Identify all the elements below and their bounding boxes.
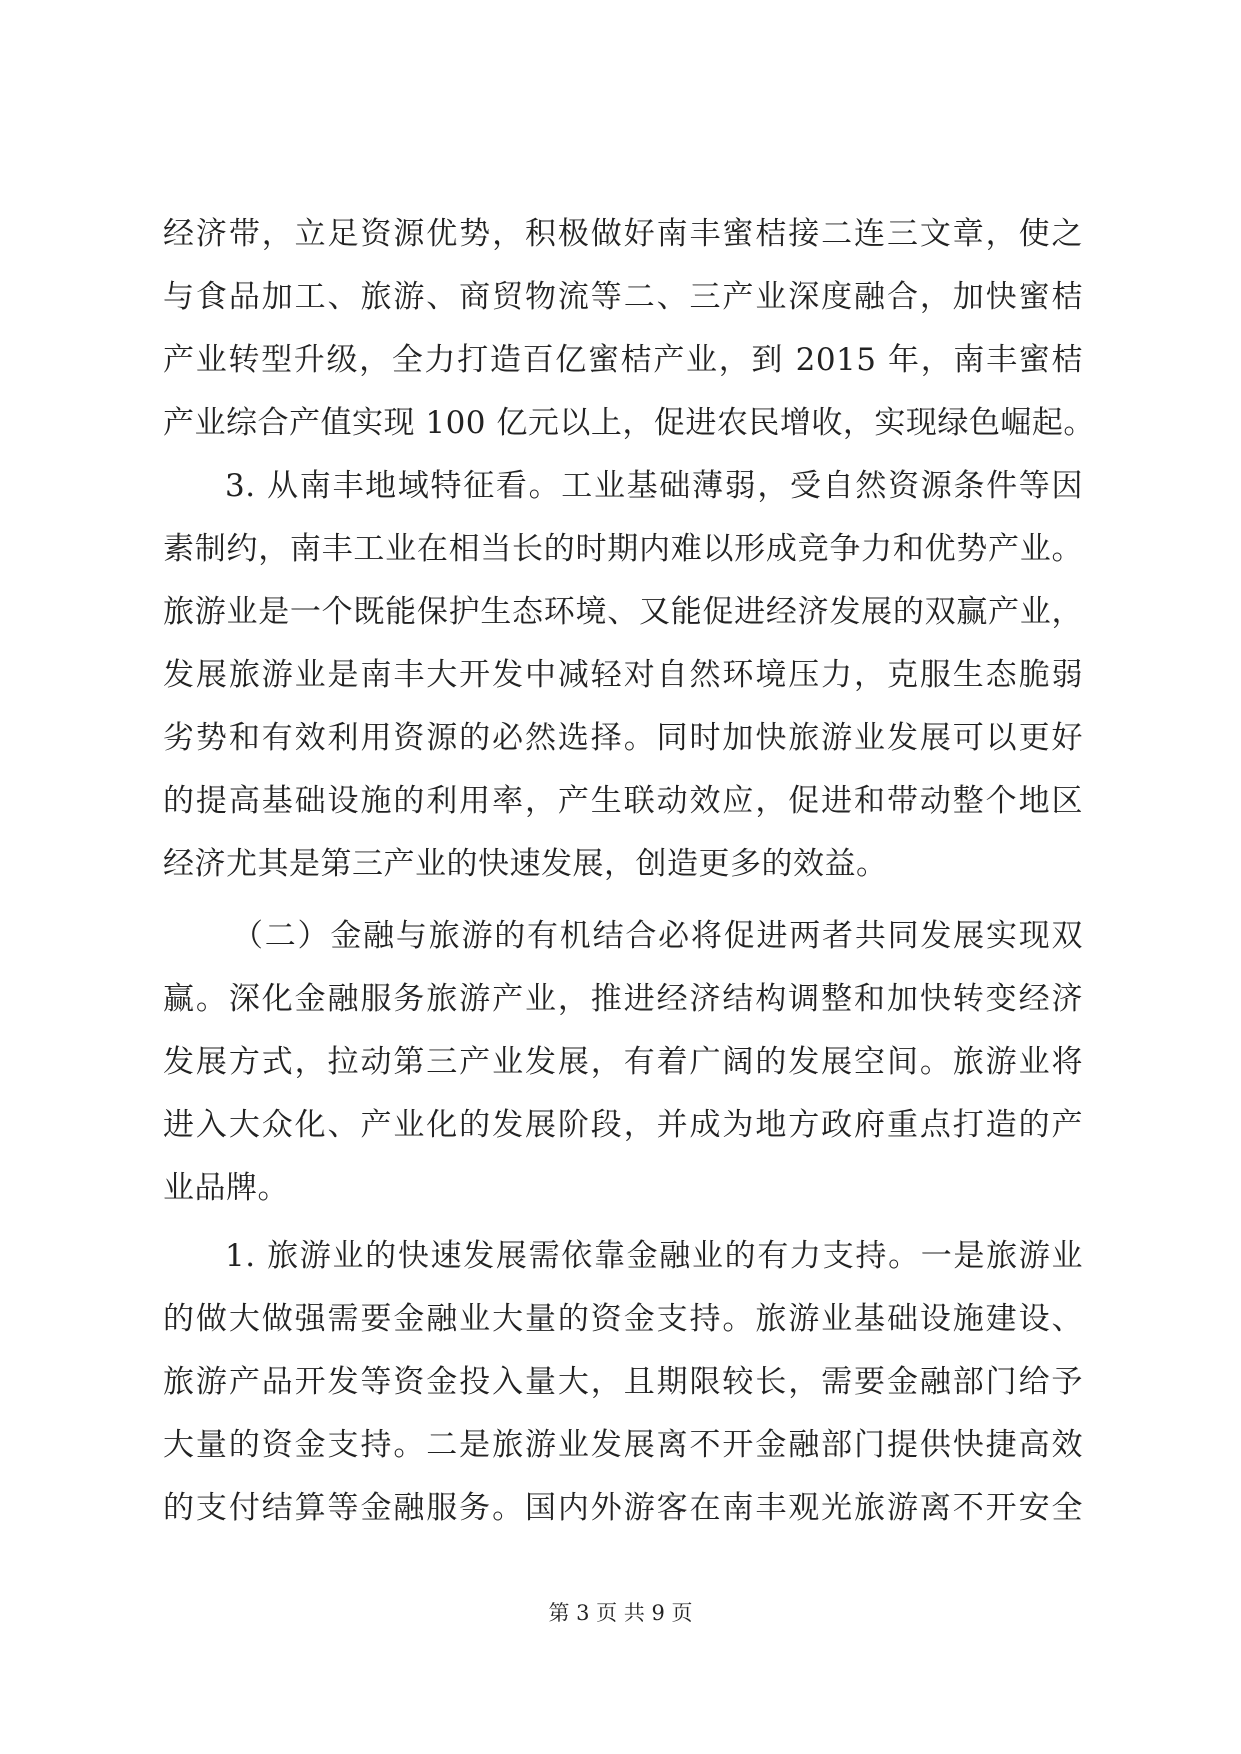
page-number-footer: 第 3 页 共 9 页 <box>548 1601 693 1625</box>
text-line: 1. 旅游业的快速发展需依靠金融业的有力支持。一是旅游业 <box>225 1238 1083 1274</box>
text-line: 劣势和有效利用资源的必然选择。同时加快旅游业发展可以更好 <box>163 720 1083 756</box>
text-line: 经济尤其是第三产业的快速发展，创造更多的效益。 <box>163 846 888 882</box>
text-line: 大量的资金支持。二是旅游业发展离不开金融部门提供快捷高效 <box>163 1427 1083 1463</box>
text-line: 旅游产品开发等资金投入量大，且期限较长，需要金融部门给予 <box>163 1364 1083 1400</box>
text-line: 业品牌。 <box>163 1170 289 1206</box>
text-line: 的支付结算等金融服务。国内外游客在南丰观光旅游离不开安全 <box>163 1490 1083 1526</box>
text-line: 的做大做强需要金融业大量的资金支持。旅游业基础设施建设、 <box>163 1301 1083 1337</box>
text-line: 3. 从南丰地域特征看。工业基础薄弱，受自然资源条件等因 <box>225 468 1083 504</box>
text-line: 赢。深化金融服务旅游产业，推进经济结构调整和加快转变经济 <box>163 981 1083 1017</box>
text-line: 经济带，立足资源优势，积极做好南丰蜜桔接二连三文章，使之 <box>163 216 1083 252</box>
text-line: 素制约，南丰工业在相当长的时期内难以形成竞争力和优势产业。 <box>163 531 1083 567</box>
text-line: 产业转型升级，全力打造百亿蜜桔产业，到 2015 年，南丰蜜桔 <box>163 342 1083 378</box>
text-line: 进入大众化、产业化的发展阶段，并成为地方政府重点打造的产 <box>163 1107 1083 1143</box>
section-heading-line: （二）金融与旅游的有机结合必将促进两者共同发展实现双 <box>232 918 1083 954</box>
text-line: 的提高基础设施的利用率，产生联动效应，促进和带动整个地区 <box>163 783 1083 819</box>
text-line: 旅游业是一个既能保护生态环境、又能促进经济发展的双赢产业， <box>163 594 1083 630</box>
text-line: 发展方式，拉动第三产业发展，有着广阔的发展空间。旅游业将 <box>163 1044 1083 1080</box>
text-line: 产业综合产值实现 100 亿元以上，促进农民增收，实现绿色崛起。 <box>163 405 1095 441</box>
text-line: 与食品加工、旅游、商贸物流等二、三产业深度融合，加快蜜桔 <box>163 279 1083 315</box>
text-line: 发展旅游业是南丰大开发中减轻对自然环境压力，克服生态脆弱 <box>163 657 1083 693</box>
